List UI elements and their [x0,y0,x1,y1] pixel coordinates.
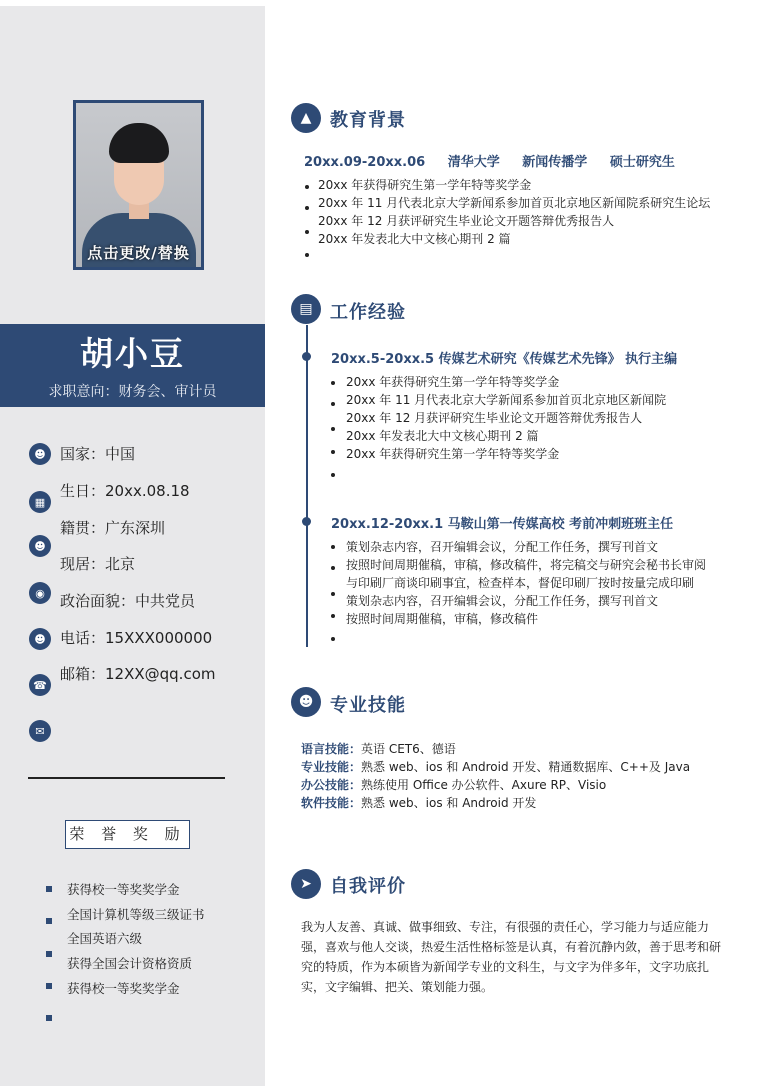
job-item: 20xx 年 12 月获评研究生毕业论文开题答辩优秀报告人 [346,411,643,425]
person-icon: ☻ [29,535,51,557]
job-item: 20xx 年获得研究生第一学年特等奖学金 [346,447,560,461]
info-country: 国家：中国 [60,445,136,463]
candidate-name: 胡小豆 [80,334,185,373]
honor-item: 获得校一等奖奖学金 [67,882,180,897]
job-item: 按照时间周期催稿，审稿，修改稿件，将完稿交与研究会秘书长审阅 [346,558,707,572]
bullet-dot [331,566,335,570]
skill-text: 熟练使用 Office 办公软件、Axure RP、Visio [361,778,607,792]
briefcase-icon: ▤ [291,294,321,324]
skill-label: 办公技能： [301,778,362,792]
bullet-dot [305,185,309,189]
person-icon: ☻ [291,687,321,717]
timeline-dot [302,517,311,526]
education-item: 20xx 年 12 月获评研究生毕业论文开题答辩优秀报告人 [318,214,615,228]
skill-label: 软件技能： [301,796,362,810]
calendar-icon: ▦ [29,491,51,513]
honor-bullet [46,1015,52,1021]
info-hometown: 籍贯：广东深圳 [60,519,166,537]
bullet-dot [305,206,309,210]
job-intent: 求职意向：财务会、审计员 [48,384,217,400]
job-header: 20xx.12-20xx.1 马鞍山第一传媒高校 考前冲刺班班主任 [331,517,674,532]
job-item: 按照时间周期催稿，审稿，修改稿件 [346,612,539,626]
education-item: 20xx 年发表北大中文核心期刊 2 篇 [318,232,511,246]
person-icon: ☻ [29,443,51,465]
location-icon: ◉ [29,582,51,604]
skill-label: 专业技能： [301,760,362,774]
bullet-dot [331,637,335,641]
skill-line [301,776,606,793]
info-birthday: 生日：20xx.08.18 [60,482,190,500]
bullet-dot [305,253,309,257]
skill-line [301,758,690,775]
education-major: 新闻传播学 [522,155,588,170]
honor-bullet [46,886,52,892]
education-period: 20xx.09-20xx.06 [304,155,426,170]
education-item: 20xx 年 11 月代表北京大学新闻系参加首页北京地区新闻院系研究生论坛 [318,196,711,210]
skill-text: 熟悉 web、ios 和 Android 开发、精通数据库、C++及 Java [361,760,691,774]
honor-item: 获得全国会计资格资质 [67,956,193,971]
job-item: 20xx 年发表北大中文核心期刊 2 篇 [346,429,539,443]
education-header [304,151,693,170]
bullet-dot [305,230,309,234]
bullet-dot [331,473,335,477]
job-item: 策划杂志内容，召开编辑会议，分配工作任务，撰写刊首文 [346,594,659,608]
bullet-dot [331,545,335,549]
mail-icon: ✉ [29,720,51,742]
honor-item: 获得校一等奖奖学金 [67,981,180,996]
job-item: 与印刷厂商谈印刷事宜，检查样本，督促印刷厂按时按量完成印刷 [346,576,695,590]
skill-line [301,794,536,811]
work-timeline [306,325,308,647]
work-title: 工作经验 [330,302,406,323]
skills-title: 专业技能 [330,695,406,716]
info-phone: 电话：15XXX000000 [60,629,213,647]
education-school: 清华大学 [447,155,500,170]
skill-text: 熟悉 web、ios 和 Android 开发 [361,796,537,810]
phone-icon: ☎ [29,674,51,696]
graduation-cap-icon: ▲ [291,103,321,133]
education-item: 20xx 年获得研究生第一学年特等奖学金 [318,178,532,192]
job-header: 20xx.5-20xx.5 传媒艺术研究《传媒艺术先锋》 执行主编 [331,352,678,367]
profile-photo[interactable] [73,100,204,270]
job-item: 20xx 年获得研究生第一学年特等奖学金 [346,375,560,389]
education-degree: 硕士研究生 [609,155,675,170]
person-icon: ☻ [29,628,51,650]
skill-text: 英语 CET6、德语 [361,742,456,756]
paper-plane-icon: ➤ [291,869,321,899]
bullet-dot [331,592,335,596]
bullet-dot [331,450,335,454]
job-item: 20xx 年 11 月代表北京大学新闻系参加首页北京地区新闻院 [346,393,667,407]
honor-bullet [46,983,52,989]
honor-item: 全国英语六级 [67,931,143,946]
skill-line [301,740,456,757]
info-residence: 现居：北京 [60,555,136,573]
honors-title: 荣 誉 奖 励 [65,820,190,849]
honor-bullet [46,951,52,957]
info-political-status: 政治面貌：中共党员 [60,592,196,610]
sidebar-divider [28,777,225,779]
bullet-dot [331,402,335,406]
bullet-dot [331,381,335,385]
skill-label: 语言技能： [301,742,362,756]
job-item: 策划杂志内容，召开编辑会议，分配工作任务，撰写刊首文 [346,540,659,554]
photo-change-label[interactable]: 点击更改/替换 [87,244,190,262]
evaluation-title: 自我评价 [330,876,406,897]
name-band [0,324,265,407]
info-email: 邮箱：12XX@qq.com [60,665,216,683]
bullet-dot [331,427,335,431]
honor-item: 全国计算机等级三级证书 [67,907,205,922]
education-title: 教育背景 [330,110,406,131]
evaluation-text: 我为人友善、真诚、做事细致、专注，有很强的责任心，学习能力与适应能力强，喜欢与他人交谈，热爱生活性格标签是认真，有着沉静内敛，善于思考和研究的特质，作为本硕皆为新闻学专业的文科生，与文字为伴多年，文字功底扎实，文字编辑、把关、策划能力强。 [301,920,722,994]
bullet-dot [331,614,335,618]
honor-bullet [46,918,52,924]
timeline-dot [302,352,311,361]
